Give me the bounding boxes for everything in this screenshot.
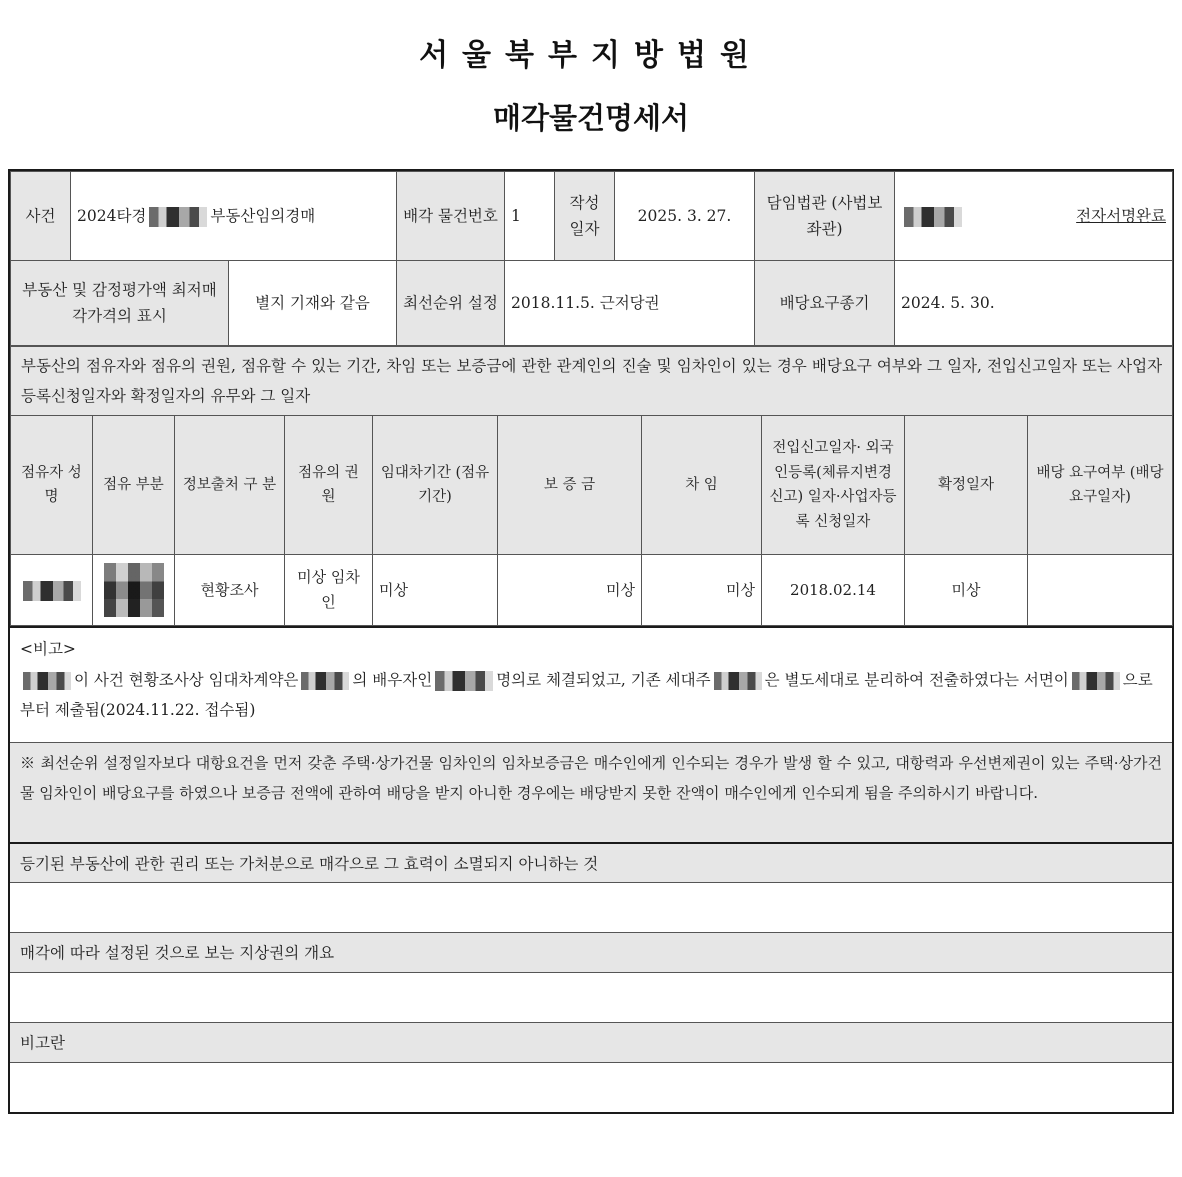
deadline-label: 배당요구종기 — [755, 261, 895, 346]
section-unextinguished-rights-body — [10, 882, 1172, 932]
appraisal-row — [11, 261, 397, 346]
court-name: 서울북부지방법원 — [419, 38, 763, 73]
e-signature-status: 전자서명완료 — [1076, 206, 1166, 225]
lease-period: 미상 — [373, 555, 498, 626]
written-date-label: 작성 일자 — [555, 172, 615, 261]
redacted-name — [23, 672, 71, 690]
redacted-name — [301, 672, 349, 690]
col-deposit: 보 증 금 — [498, 416, 642, 555]
dividend-request — [1028, 555, 1173, 626]
deadline-value: 2024. 5. 30. — [895, 261, 1173, 346]
redacted-occupant-name — [23, 581, 81, 601]
col-occupied-part: 점유 부분 — [93, 416, 175, 555]
section-remarks-column-body — [10, 1062, 1172, 1112]
statement-frame — [8, 169, 1174, 1114]
judge-cell — [895, 172, 1173, 261]
col-move-in-date: 전입신고일자· 외국인등록(체류지변경신고) 일자·사업자등록 신청일자 — [762, 416, 905, 555]
col-rent: 차 임 — [642, 416, 762, 555]
occupancy-right: 미상 임차인 — [285, 555, 373, 626]
occupancy-table — [10, 346, 1173, 626]
section-surface-rights: 매각에 따라 설정된 것으로 보는 지상권의 개요 — [10, 932, 1172, 972]
section-unextinguished-rights: 등기된 부동산에 관한 권리 또는 가처분으로 매각으로 그 효력이 소멸되지 아니하는 것 — [10, 842, 1172, 882]
judge-label: 담임법관 (사법보좌관) — [755, 172, 895, 261]
rent: 미상 — [642, 555, 762, 626]
section-remarks-column: 비고란 — [10, 1022, 1172, 1062]
occupant-name — [11, 555, 93, 626]
appraisal-inner — [11, 261, 396, 345]
fixed-date: 미상 — [905, 555, 1028, 626]
table-row — [11, 555, 1173, 626]
remarks-label: <비고> — [20, 640, 76, 659]
redacted-occupied-part — [104, 563, 164, 617]
remarks-text: 이 사건 현황조사상 임대차계약은 의 배우자인 명의로 체결되었고, 기존 세대주 은 별도세대로 분리하여 전출하였다는 서면이 으로부터 제출됨(2024.11.22. 접수됨) — [20, 670, 1153, 719]
redacted-name — [435, 671, 493, 691]
col-info-source: 정보출처 구 분 — [175, 416, 285, 555]
case-number — [71, 172, 397, 261]
move-in-date: 2018.02.14 — [762, 555, 905, 626]
deposit: 미상 — [498, 555, 642, 626]
case-prefix: 2024타경 — [77, 206, 147, 225]
item-number-label: 배각 물건번호 — [397, 172, 505, 261]
redacted-name — [714, 672, 762, 690]
case-summary-table — [10, 171, 1173, 346]
redacted-case-number — [149, 207, 207, 227]
col-fixed-date: 확정일자 — [905, 416, 1028, 555]
section-surface-rights-body — [10, 972, 1172, 1022]
col-right: 점유의 권 원 — [285, 416, 373, 555]
redacted-name — [1072, 672, 1120, 690]
priority-value: 2018.11.5. 근저당권 — [505, 261, 755, 346]
col-occupant-name: 점유자 성 명 — [11, 416, 93, 555]
col-dividend-request: 배당 요구여부 (배당요구일자) — [1028, 416, 1173, 555]
case-suffix: 부동산임의경매 — [210, 206, 316, 225]
document-title: 매각물건명세서 — [492, 101, 690, 135]
priority-label: 최선순위 설정 — [397, 261, 505, 346]
occupied-part — [93, 555, 175, 626]
written-date: 2025. 3. 27. — [615, 172, 755, 261]
item-number: 1 — [505, 172, 555, 261]
info-source: 현황조사 — [175, 555, 285, 626]
warning-notice: ※ 최선순위 설정일자보다 대항요건을 먼저 갖춘 주택·상가건물 임차인의 임차보증금은 매수인에게 인수되는 경우가 발생 할 수 있고, 대항력과 우선변제권이 있는 주택·상가건물 임차인이 배당요구를 하였으나 보증금 전액에 관하여 배당을 받지 아니한 경우에는 배당받지 못한 잔액이 매수인에게 인수되게 됨을 주의하시기 바랍니다. — [10, 742, 1172, 842]
remarks-section — [10, 626, 1172, 742]
col-lease-period: 임대차기간 (점유기간) — [373, 416, 498, 555]
redacted-judge-name — [904, 207, 962, 227]
appraisal-label: 부동산 및 감정평가액 최저매각가격의 표시 — [11, 261, 229, 345]
appraisal-value: 별지 기재와 같음 — [229, 261, 397, 345]
occupancy-description: 부동산의 점유자와 점유의 권원, 점유할 수 있는 기간, 차임 또는 보증금에 관한 관계인의 진술 및 임차인이 있는 경우 배당요구 여부와 그 일자, 전입신고일자 또는 사업자등록신청일자와 확정일자의 유무와 그 일자 — [11, 347, 1173, 416]
case-label: 사건 — [11, 172, 71, 261]
